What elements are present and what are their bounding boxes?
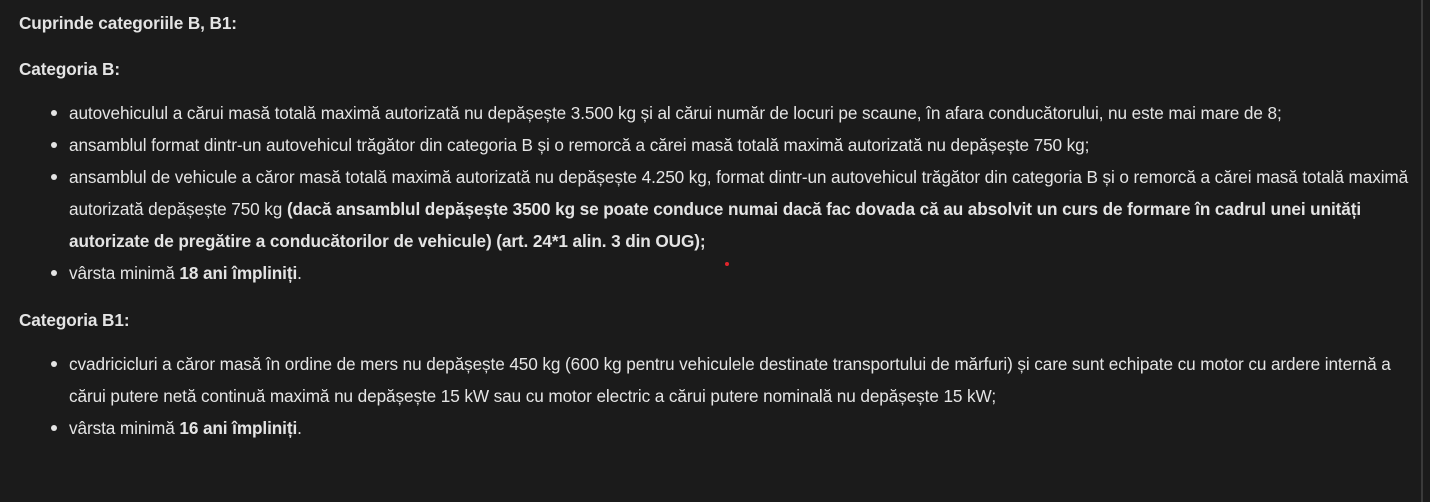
list-item-bold-text: 18 ani împliniți [179, 263, 298, 283]
list-item [69, 348, 1409, 412]
list-item [69, 129, 1409, 161]
category-b-list [19, 97, 1409, 289]
list-item-text: vârsta minimă [69, 263, 180, 283]
list-item-text: cvadricicluri a căror masă în ordine de mers nu depășește 450 kg (600 kg pentru vehiculele destinate transportului de mărfuri) și care sunt echipate cu motor cu ardere internă a cărui putere netă continuă maximă nu depășește 15 kW sau cu motor electric a cărui putere nominală nu depășește 15 kW; [69, 354, 1391, 406]
category-b1-heading: Categoria B1: [19, 310, 130, 330]
list-item-text: vârsta minimă [69, 418, 180, 438]
list-item-suffix: . [297, 263, 302, 283]
list-item [69, 257, 1409, 289]
list-item-text: ansamblul format dintr-un autovehicul trăgător din categoria B și o remorcă a cărei masă totală maximă autorizată nu depășește 750 kg; [69, 135, 1090, 155]
list-item-bold-text: 16 ani împliniți [179, 418, 298, 438]
cursor-dot-marker [725, 262, 729, 266]
list-item [69, 161, 1409, 257]
list-item-suffix: . [297, 418, 302, 438]
list-item [69, 97, 1409, 129]
category-b1-list [19, 348, 1409, 444]
list-item-text: ansamblul de vehicule a căror masă totală maximă autorizată nu depășește 4.250 kg, format dintr-un autovehicul trăgător din categoria B și o remorcă a cărei masă totală maximă autorizată depășește 750 kg [69, 167, 1409, 219]
intro-heading: Cuprinde categoriile B, B1: [19, 13, 237, 33]
list-item [69, 412, 1409, 444]
category-b-heading: Categoria B: [19, 59, 120, 79]
list-item-text: autovehiculul a cărui masă totală maximă autorizată nu depășește 3.500 kg și al cărui număr de locuri pe scaune, în afara conducătorului, nu este mai mare de 8; [69, 103, 1282, 123]
right-divider [1421, 0, 1423, 502]
list-item-bold-text: (dacă ansamblul depășește 3500 kg se poate conduce numai dacă fac dovada că au absolvit un curs de formare în cadrul unei unități autorizate de pregătire a conducătorilor de vehicule) (art. 24*1 alin. 3 din OUG); [69, 199, 1362, 251]
